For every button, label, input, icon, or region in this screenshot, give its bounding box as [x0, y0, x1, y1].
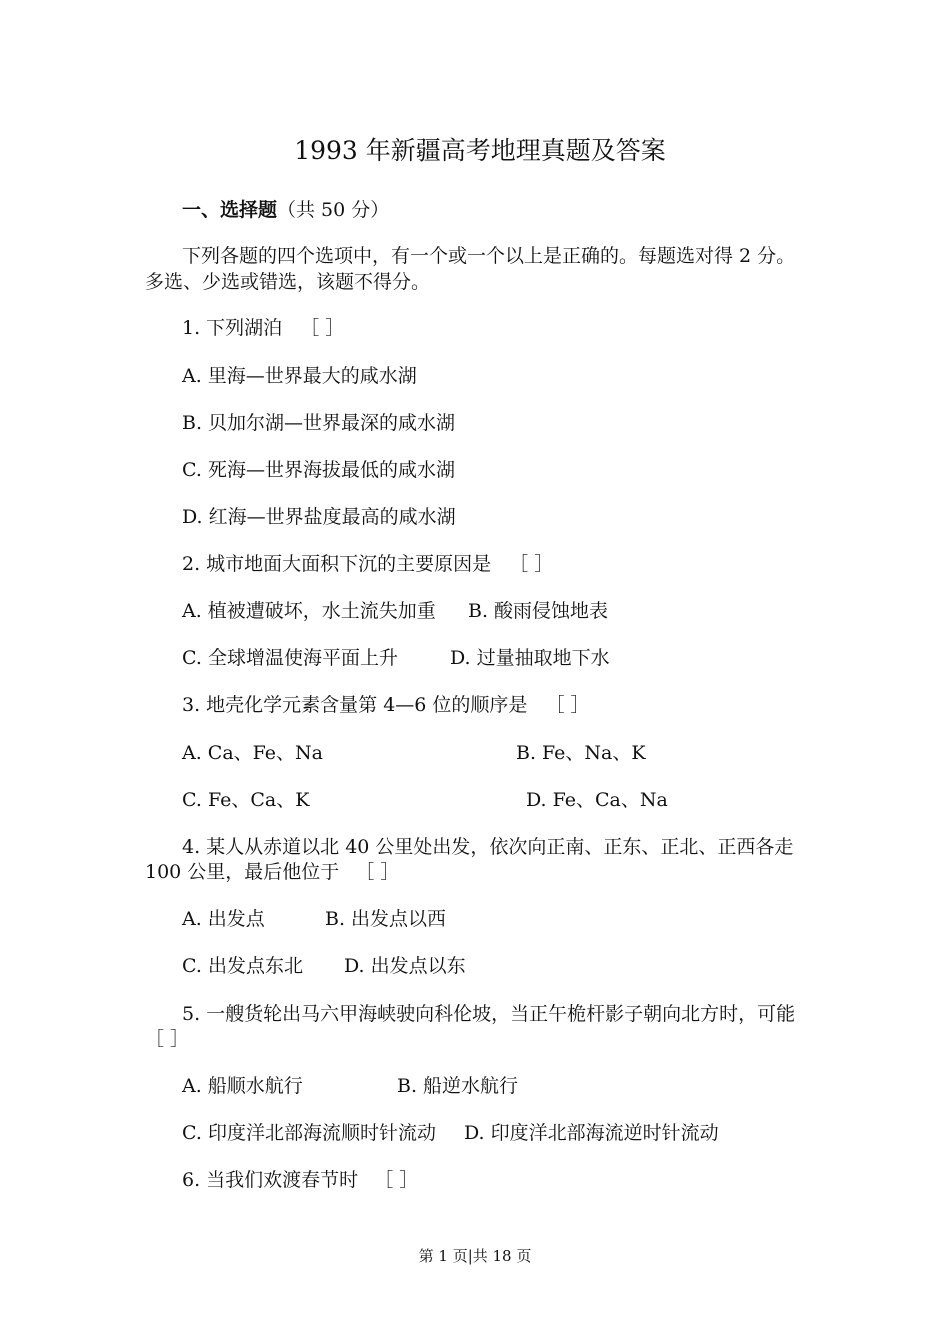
answer-bracket: ［ ］ [355, 861, 400, 883]
question-4-option-d: D. 出发点以东 [344, 955, 466, 977]
answer-bracket: ［ ］ [509, 553, 554, 575]
question-4-stem-continued [145, 860, 399, 884]
section-heading [182, 198, 389, 222]
question-5-stem: 5. 一艘货轮出马六甲海峡驶向科伦坡，当正午桅杆影子朝向北方时，可能 [182, 1003, 796, 1025]
question-3 [182, 693, 590, 717]
answer-bracket: ［ ］ [300, 317, 345, 339]
section-score: （共 50 分） [277, 199, 390, 221]
answer-bracket: ［ ］ [545, 694, 590, 716]
question-4-stem: 4. 某人从赤道以北 40 公里处出发，依次向正南、正东、正北、正西各走 [182, 836, 794, 858]
question-2 [182, 552, 553, 576]
question-1-stem: 1. 下列湖泊 [182, 317, 283, 339]
question-6-stem: 6. 当我们欢渡春节时 [182, 1169, 359, 1191]
question-3-option-b: B. Fe、Na、K [516, 742, 646, 764]
question-3-option-c: C. Fe、Ca、K [182, 789, 310, 811]
question-3-option-d: D. Fe、Ca、Na [526, 789, 668, 811]
question-4-option-a: A. 出发点 [182, 908, 265, 930]
question-2-option-d: D. 过量抽取地下水 [450, 647, 610, 669]
answer-bracket: ［ ］ [145, 1028, 190, 1050]
question-5-option-b: B. 船逆水航行 [397, 1075, 519, 1097]
question-5-option-c: C. 印度洋北部海流顺时针流动 [182, 1122, 436, 1144]
question-2-stem: 2. 城市地面大面积下沉的主要原因是 [182, 553, 492, 575]
question-5-option-a: A. 船顺水航行 [182, 1075, 303, 1097]
answer-bracket: ［ ］ [374, 1169, 419, 1191]
question-2-option-c: C. 全球增温使海平面上升 [182, 647, 398, 669]
question-1-option-b: B. 贝加尔湖—世界最深的咸水湖 [182, 412, 456, 434]
instructions-line-1: 下列各题的四个选项中，有一个或一个以上是正确的。每题选对得 2 分。 [182, 245, 796, 267]
question-3-option-a: A. Ca、Fe、Na [182, 742, 324, 764]
question-1-option-c: C. 死海—世界海拔最低的咸水湖 [182, 459, 455, 481]
question-4-stem-2: 100 公里，最后他位于 [145, 861, 340, 883]
instructions-line-2: 多选、少选或错选，该题不得分。 [145, 271, 431, 293]
question-1-option-a: A. 里海—世界最大的咸水湖 [182, 365, 417, 387]
question-5-option-d: D. 印度洋北部海流逆时针流动 [464, 1122, 719, 1144]
question-1 [182, 316, 344, 340]
question-1-option-d: D. 红海—世界盐度最高的咸水湖 [182, 506, 456, 528]
question-3-stem: 3. 地壳化学元素含量第 4—6 位的顺序是 [182, 694, 528, 716]
question-2-option-b: B. 酸雨侵蚀地表 [468, 600, 609, 622]
question-4-option-b: B. 出发点以西 [325, 908, 447, 930]
question-2-option-a: A. 植被遭破坏，水土流失加重 [182, 600, 436, 622]
question-6 [182, 1168, 418, 1192]
page-footer: 第 1 页|共 18 页 [418, 1247, 532, 1265]
question-4-option-c: C. 出发点东北 [182, 955, 303, 977]
section-heading-text: 一、选择题 [182, 199, 278, 221]
page-title: 1993 年新疆高考地理真题及答案 [294, 136, 666, 165]
